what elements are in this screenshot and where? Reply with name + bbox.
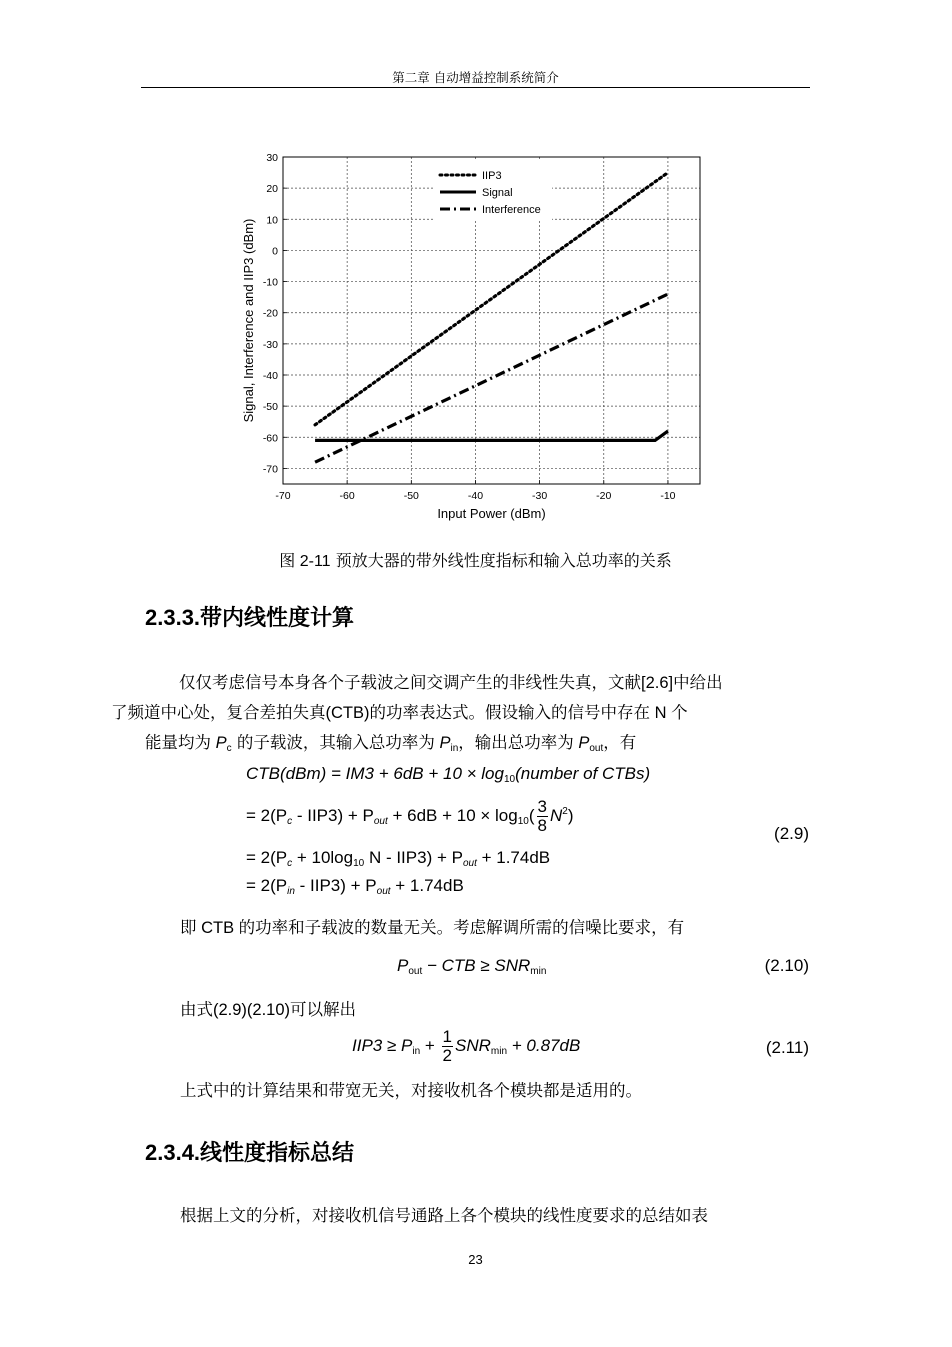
frac2-denominator: 2 bbox=[442, 1046, 452, 1065]
eq2-a: = 2(P bbox=[246, 805, 288, 825]
page-number: 23 bbox=[468, 1252, 483, 1267]
eq211-b: + bbox=[420, 1035, 440, 1055]
equation-2-9-line3 bbox=[246, 848, 550, 869]
y-tick-label: -40 bbox=[262, 370, 278, 382]
ctb-abbr: (CTB) bbox=[325, 704, 370, 722]
x-tick-label: -10 bbox=[660, 490, 676, 502]
para1-text-f: 能量均为 bbox=[145, 733, 211, 752]
para2-ctb: CTB bbox=[196, 919, 239, 937]
section-heading-2-3-4 bbox=[145, 1136, 354, 1167]
eq2-b: - IIP3) + P bbox=[292, 805, 374, 825]
equation-number-2-11: (2.11) bbox=[765, 1038, 809, 1057]
eq2-sub-out: out bbox=[373, 815, 388, 827]
y-tick-label: -60 bbox=[262, 432, 278, 445]
paragraph-4: 上式中的计算结果和带宽无关，对接收机各个模块都是适用的。 bbox=[180, 1081, 642, 1100]
para1-text-a: 仅仅考虑信号本身各个子载波之间交调产生的非线性失真，文献 bbox=[179, 673, 641, 692]
paragraph-1-line3: 能量均为 $P_c$ 的子载波，其输入总功率为 $P_{in}$，输出总功率为 $P_{out}$，有 bbox=[145, 733, 637, 754]
y-axis-label: Signal, Interference and IIP3 (dBm) bbox=[241, 218, 256, 423]
equation-number-2-10: (2.10) bbox=[764, 956, 809, 975]
eq2-sup: 2 bbox=[562, 805, 568, 817]
x-tick-label: -40 bbox=[467, 490, 484, 502]
equation-2-9-line4 bbox=[246, 876, 464, 897]
x-tick-label: -60 bbox=[339, 490, 355, 502]
para1-text-g: 的子载波，其输入总功率为 bbox=[231, 733, 435, 752]
eq3-sub-c: c bbox=[287, 858, 293, 869]
eq3-d: + 1.74dB bbox=[476, 848, 551, 867]
x-tick-label: -50 bbox=[403, 490, 419, 502]
fraction-3-8 bbox=[537, 798, 548, 835]
log-base: 10 bbox=[503, 774, 516, 785]
para3-c: 可以解出 bbox=[290, 1000, 357, 1019]
para1-text-d: 的功率表达式。假设输入的信号中存在 bbox=[369, 703, 650, 722]
legend-label: Signal bbox=[482, 187, 513, 199]
paragraph-1 bbox=[111, 668, 809, 728]
para2-a: 即 bbox=[180, 918, 197, 937]
eq210-sub-min: min bbox=[530, 966, 547, 977]
y-tick-label: -20 bbox=[262, 307, 278, 320]
eq210-a: P bbox=[397, 956, 409, 975]
eq3-sub-out: out bbox=[462, 858, 477, 869]
y-tick-label: 20 bbox=[266, 183, 278, 196]
x-tick-label: -70 bbox=[275, 490, 291, 502]
eq211-sub-in: in bbox=[412, 1045, 421, 1057]
eq3-c: N - IIP3) + P bbox=[364, 848, 463, 867]
series-line-signal bbox=[315, 431, 668, 440]
frac-denominator: 8 bbox=[537, 816, 547, 835]
para2-b: 的功率和子载波的数量无关。考虑解调所需的信噪比要求，有 bbox=[238, 918, 685, 937]
eq211-a: IIP3 ≥ P bbox=[352, 1035, 413, 1055]
para3-a: 由式 bbox=[180, 1000, 213, 1019]
chart bbox=[236, 146, 716, 530]
legend-label: Interference bbox=[482, 204, 541, 216]
para1-text-h: ，输出总功率为 bbox=[458, 733, 574, 752]
eq2-log-base: 10 bbox=[517, 815, 529, 827]
section-number: 2.3.4. bbox=[145, 1140, 201, 1165]
figure-caption bbox=[141, 548, 810, 571]
figure-caption-text: 预放大器的带外线性度指标和输入总功率的关系 bbox=[335, 551, 672, 570]
eq-ctb-count: (number of CTBs) bbox=[515, 764, 651, 783]
eq211-d: + 0.87dB bbox=[507, 1035, 581, 1055]
eq4-sub-in: in bbox=[287, 886, 295, 897]
eq4-sub-out: out bbox=[376, 886, 391, 897]
pin-subscript: in bbox=[450, 743, 459, 754]
eq3-a: = 2(P bbox=[246, 848, 288, 867]
figure-label: 图 2-11 bbox=[279, 553, 331, 570]
eq210-sub-out: out bbox=[408, 966, 423, 977]
para1-text-b: 中给出 bbox=[673, 673, 723, 692]
eq4-c: + 1.74dB bbox=[390, 876, 464, 895]
y-tick-label: -30 bbox=[262, 338, 278, 351]
para1-text-i: ，有 bbox=[603, 733, 637, 752]
para1-text-c: 了频道中心处，复合差拍失真 bbox=[111, 703, 326, 722]
eq3-b: + 10log bbox=[292, 848, 354, 867]
pout-subscript: out bbox=[589, 743, 604, 754]
pc-subscript: c bbox=[226, 743, 232, 754]
paragraph-5: 根据上文的分析，对接收机信号通路上各个模块的线性度要求的总结如表 bbox=[180, 1206, 708, 1225]
eq4-a: = 2(P bbox=[246, 876, 288, 895]
eq211-c: SNR bbox=[455, 1035, 491, 1055]
eq211-sub-min: min bbox=[490, 1045, 508, 1057]
para3-b: (2.9)(2.10) bbox=[213, 1001, 291, 1019]
frac2-numerator: 1 bbox=[442, 1027, 452, 1046]
section-number: 2.3.3. bbox=[145, 605, 201, 630]
eq2-sub-c: c bbox=[287, 815, 293, 827]
n-symbol: N bbox=[650, 704, 672, 722]
eq4-b: - IIP3) + P bbox=[294, 876, 377, 895]
y-tick-label: 30 bbox=[266, 152, 278, 164]
equation-2-9-line1 bbox=[246, 764, 650, 785]
y-tick-label: 10 bbox=[266, 214, 278, 227]
eq2-n: N bbox=[549, 805, 563, 825]
y-tick-label: -10 bbox=[262, 276, 278, 289]
eq210-b: − CTB ≥ SNR bbox=[422, 956, 531, 975]
eq-ctb-lhs: CTB(dBm) = IM3 + 6dB + 10 × log bbox=[246, 764, 504, 783]
eq3-log-base: 10 bbox=[353, 858, 365, 869]
y-tick-label: 0 bbox=[272, 245, 278, 258]
paragraph-3 bbox=[180, 995, 810, 1025]
equation-2-10 bbox=[397, 956, 546, 977]
x-tick-label: -30 bbox=[532, 490, 548, 502]
y-tick-label: -50 bbox=[262, 401, 278, 414]
equation-number-2-9: (2.9) bbox=[774, 824, 809, 843]
equation-2-9-line2: = $2(P_c - IIP3) + P_{out} + 6dB + 10 \times \log_{10}$( $\frac{3}{8}$ $N^2$) bbox=[246, 797, 574, 835]
x-tick-label: -20 bbox=[596, 490, 612, 502]
chart-svg bbox=[236, 146, 716, 530]
section-heading-2-3-3 bbox=[145, 601, 354, 632]
section-title: 带内线性度计算 bbox=[200, 605, 355, 631]
frac-numerator: 3 bbox=[537, 797, 547, 816]
equation-2-11 bbox=[352, 1028, 580, 1065]
y-tick-label: -70 bbox=[262, 463, 278, 476]
fraction-1-2 bbox=[442, 1028, 453, 1065]
eq2-c: + 6dB + 10 × log bbox=[387, 805, 518, 825]
para1-text-e: 个 bbox=[671, 703, 688, 722]
legend-label: IIP3 bbox=[482, 170, 502, 182]
running-header: 第二章 自动增益控制系统简介 bbox=[392, 70, 559, 85]
x-axis-label: Input Power (dBm) bbox=[437, 506, 546, 521]
section-title: 线性度指标总结 bbox=[200, 1140, 355, 1166]
header-rule bbox=[141, 87, 810, 88]
paragraph-2 bbox=[180, 913, 810, 943]
reference-link: [2.6] bbox=[641, 674, 674, 692]
